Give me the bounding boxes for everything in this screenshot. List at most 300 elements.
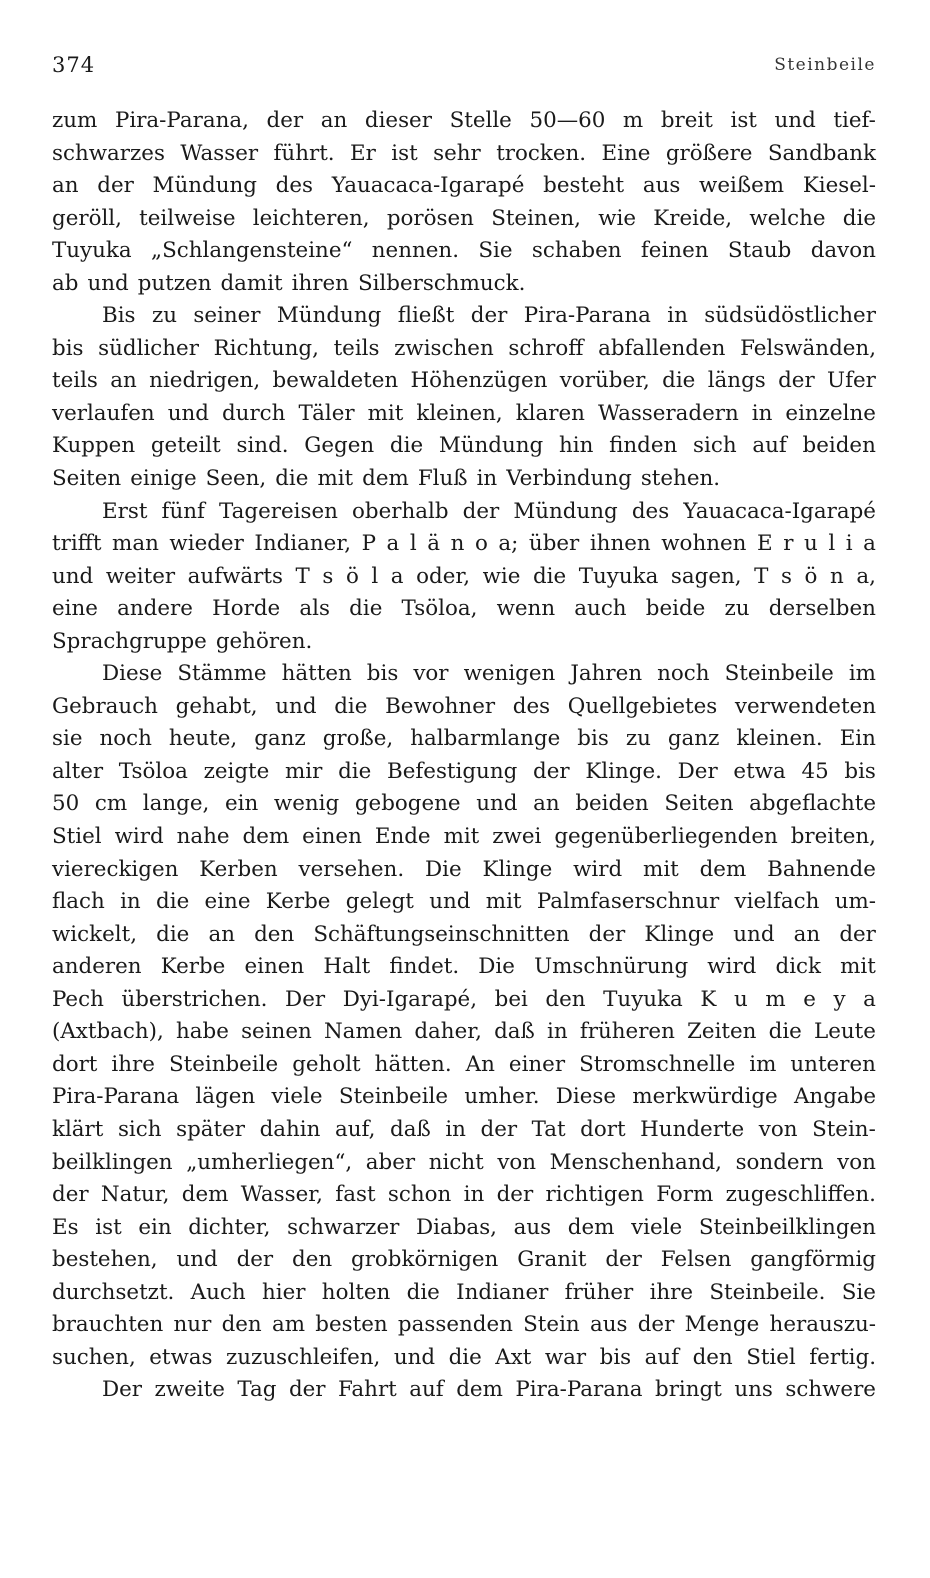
word: der [288,1377,326,1403]
word: südlicher [98,335,199,361]
word: noch [657,661,710,687]
word: trifft [52,531,102,557]
text-line [52,919,876,952]
word: Tagereisen [219,498,338,524]
word: ihre [649,1279,694,1305]
word: seiner [193,303,261,329]
word: auf [409,1377,444,1403]
word: nicht [428,1149,484,1175]
word: Die [424,856,462,882]
word: E [757,531,773,557]
word: Diabas, [416,1214,497,1240]
word: der [496,1182,534,1208]
word: Gebrauch [52,693,158,719]
word: Ufer [827,368,876,394]
word: Ein [839,726,876,752]
word: ein [224,791,259,817]
text-line [52,1179,876,1212]
word: die [532,563,567,589]
word: Granit [517,1247,587,1273]
word: längs [707,368,766,394]
word: den [545,986,586,1012]
word: der [778,368,815,394]
text-line [52,1244,876,1277]
word: „Schlangensteine“ [150,238,353,264]
word: Klinge [644,921,715,947]
word: Mündung [152,173,257,199]
word: der [839,921,876,947]
word: e [803,986,816,1012]
word: trocken. [496,140,587,166]
word: teils [52,368,98,394]
word: den [692,1344,733,1370]
word: Stämme [177,661,267,687]
word: ihren [291,270,349,296]
text-line [52,1147,876,1180]
word: fast [335,1182,376,1208]
word: sagen, [670,563,742,589]
word: Natur, [100,1182,170,1208]
word: Kerben [199,856,278,882]
word: a [863,986,876,1012]
word: dahin [259,1116,321,1142]
word: die [448,1344,482,1370]
word: Silberschmuck. [357,270,526,296]
word: verwendeten [734,693,876,719]
word: einzelne [785,400,876,426]
word: Erst [102,498,148,524]
word: Stromschnelle [579,1051,736,1077]
word: kleinen, [416,400,503,426]
word: Tsöloa [118,758,188,784]
word: wenigen [463,661,556,687]
word: eine [52,596,98,622]
text-line [52,1212,876,1245]
word: zuzuschleifen, [226,1344,381,1370]
word: Mündung [276,303,382,329]
word: Dyi-Igarapé, [342,986,478,1012]
word: die [768,1019,802,1045]
word: ist [391,140,418,166]
word: ganz [667,726,720,752]
word: damit [220,270,283,296]
word: Steinbeile [724,661,834,687]
text-line [52,626,876,659]
word: vorüber, [559,368,650,394]
word: Tat [531,1116,566,1142]
word: später [176,1116,245,1142]
body-text [52,105,876,1407]
word: schwarzes [52,140,165,166]
word: größere [665,140,753,166]
word: dort [52,1051,98,1077]
word: vor [413,661,449,687]
word: im [749,1051,777,1077]
word: und [167,400,209,426]
word: wird [707,954,757,980]
word: zum [52,108,98,133]
word: bringt [655,1377,722,1403]
word: feinen [640,238,709,264]
word: an [52,173,79,199]
word: „umherliegen“, [186,1149,353,1175]
word: m [622,108,644,133]
word: und [87,270,129,296]
word: mir [285,758,323,784]
word: zwei [492,824,542,850]
word: hier [261,1279,306,1305]
word: welche [749,205,826,231]
word: Höhenzügen [410,368,548,394]
word: schon [387,1182,452,1208]
word: der [605,1247,642,1273]
word: gegenüberliegenden [554,824,778,850]
text-line [52,1374,876,1407]
word: T [295,563,310,589]
word: mit [485,889,522,915]
word: ganz [254,726,306,752]
text-line [52,984,876,1017]
word: Yauacaca-Igarapé [331,173,525,199]
text-line [52,138,876,171]
word: noch [99,726,152,752]
text-line [52,1277,876,1310]
text-line [52,463,876,496]
word: wie [482,563,521,589]
word: Steinbeile [338,1084,449,1110]
word: auf [752,433,787,459]
word: Indianer, [254,531,351,557]
word: Kreide, [653,205,733,231]
word: Yauacaca-Igarapé [683,498,876,524]
word: besten [315,1312,388,1338]
word: Sandbank [767,140,876,166]
word: s [322,563,334,589]
word: i [845,531,853,557]
word: Umschnürung [534,954,689,980]
word: schwarzer [287,1214,400,1240]
text-line [52,496,876,529]
word: nur [173,1312,212,1338]
word: Stein- [812,1116,876,1142]
word: m [765,986,786,1012]
word: als [299,596,330,622]
word: geholt [292,1051,361,1077]
word: geröll, [52,205,122,231]
word: bis [844,758,876,784]
word: Auch [190,1279,246,1305]
word: früheren [579,1019,675,1045]
word: weiter [105,563,176,589]
word: viele [271,1084,323,1110]
word: an [208,921,235,947]
word: zu [724,596,750,622]
word: beiden [575,791,649,817]
word: alter [52,758,104,784]
text-line [52,788,876,821]
text-line [52,1016,876,1049]
text-line [52,268,876,301]
word: dick [775,954,821,980]
word: fließt [397,303,455,329]
word: aus [513,1214,552,1240]
word: zu [151,303,177,329]
word: Richtung, [213,335,319,361]
word: in [547,1019,568,1045]
word: und [275,693,317,719]
word: der [470,303,508,329]
word: der [588,921,626,947]
word: seinen [241,1019,312,1045]
word: Tsöloa, [401,596,478,622]
word: bis [599,1344,632,1370]
word: s [781,563,792,589]
word: Halt [323,954,371,980]
word: o [474,531,488,557]
text-line [52,203,876,236]
word: hätten. [374,1051,452,1077]
text-line [52,1309,876,1342]
word: und [476,791,518,817]
word: des [512,693,551,719]
word: Seiten [664,791,734,817]
word: oder, [416,563,471,589]
word: heute, [168,726,238,752]
word: überstrichen. [121,986,268,1012]
word: Tuyuka [578,563,659,589]
word: dieser [364,108,432,133]
word: den [254,921,295,947]
word: einer [508,1051,566,1077]
word: richtigen [545,1182,644,1208]
word: ab [52,270,79,296]
word: zweite [154,1377,225,1403]
word: cm [94,791,128,817]
word: sind. [236,433,289,459]
word: Befestigung [387,758,518,784]
word: Schäftungseinschnitten [313,921,570,947]
word: und [733,921,775,947]
word: teils [333,335,380,361]
word: ö [804,563,818,589]
word: finden [609,433,678,459]
word: Kiesel- [802,173,876,199]
word: an [533,791,560,817]
word: geteilt [150,433,221,459]
word: sich [117,1116,162,1142]
word: a [386,531,400,557]
word: Pira-Parana, [114,108,249,133]
word: schwere [785,1377,876,1403]
word: war [544,1344,587,1370]
word: Tuyuka [52,238,132,264]
word: der [52,1182,89,1208]
word: Es [52,1214,79,1240]
word: teilweise [139,205,236,231]
word: Hunderte [640,1116,745,1142]
word: einige [130,466,197,492]
word: y [833,986,846,1012]
word: Seiten [52,466,122,492]
word: bis [366,661,399,687]
word: auf, [334,1116,376,1142]
word: kleinen. [736,726,823,752]
word: an [793,921,821,947]
word: die [338,758,372,784]
word: daß [390,1116,431,1142]
word: Kuppen [52,433,136,459]
word: zeigte [203,758,270,784]
word: derselben [768,596,876,622]
word: Verbindung [506,466,632,492]
word: a [390,563,404,589]
word: des [631,498,670,524]
word: abfallenden [598,335,726,361]
word: auf [644,1344,680,1370]
word: Gegen [304,433,375,459]
word: Er [350,140,376,166]
word: Steinbeile [168,1051,279,1077]
word: Stiel [746,1344,796,1370]
word: der [97,173,134,199]
word: in [667,303,688,329]
word: a, [856,563,876,589]
word: Fahrt [338,1377,397,1403]
word: man [112,531,159,557]
word: 45 [801,758,829,784]
word: sehr [433,140,481,166]
text-line [52,658,876,691]
word: a; [498,531,519,557]
word: habe [176,1019,229,1045]
word: früher [564,1279,634,1305]
word: n [830,563,844,589]
word: ihnen [589,531,651,557]
word: wickelt, [52,921,137,947]
word: u [733,986,748,1012]
word: ihre [111,1051,155,1077]
word: am [271,1312,306,1338]
word: Palmfaserschnur [536,889,720,915]
word: einen [244,954,305,980]
word: und [774,108,816,133]
word: merkwürdige [632,1084,778,1110]
word: holten [321,1279,391,1305]
word: des [275,173,314,199]
word: der [480,1116,518,1142]
word: mit [367,400,404,426]
word: Diese [555,1084,617,1110]
word: porösen [386,205,474,231]
word: Pech [52,986,104,1012]
word: l [409,531,417,557]
word: davon [810,238,876,264]
word: durchsetzt. [52,1279,175,1305]
word: dem [242,824,290,850]
word: Jahren [570,661,643,687]
text-line [52,333,876,366]
word: mit [840,954,876,980]
word: große, [322,726,394,752]
word: oberhalb [352,498,449,524]
word: Täler [298,400,355,426]
word: in [476,466,498,492]
word: suchen, [52,1344,136,1370]
word: die [334,693,368,719]
word: Form [656,1182,714,1208]
word: ein [138,1214,172,1240]
word: wohnen [661,531,747,557]
word: wie [598,205,636,231]
word: klaren [515,400,585,426]
word: Tuyuka [603,986,683,1012]
word: beiden [802,433,876,459]
word: dichter, [188,1214,271,1240]
word: etwa [733,758,786,784]
word: (Axtbach), [52,1019,164,1045]
word: die [156,889,190,915]
word: die [349,596,383,622]
text-line [52,365,876,398]
word: umher. [464,1084,540,1110]
word: Felsen [660,1247,732,1273]
word: anderen [52,954,142,980]
word: gangförmig [750,1247,876,1273]
text-line [52,593,876,626]
page-header [52,53,876,83]
word: herauszu- [769,1312,876,1338]
word: hätten [281,661,352,687]
word: tief- [833,108,876,133]
word: P [361,531,376,557]
word: der [462,498,500,524]
word: lägen [195,1084,256,1110]
word: Staub [727,238,792,264]
word: und [176,1247,218,1273]
word: breiten, [790,824,876,850]
word: die [156,921,190,947]
word: versehen. [298,856,405,882]
word: Indianer [456,1279,549,1305]
word: zu [625,726,651,752]
word: verlaufen [52,400,155,426]
word: ist [95,1214,122,1240]
word: Wasseradern [597,400,739,426]
word: a [863,531,876,557]
word: Klinge. [585,758,662,784]
word: von [837,1149,876,1175]
word: wieder [169,531,244,557]
word: in [120,889,141,915]
word: gelegt [345,889,414,915]
word: aus [589,1312,628,1338]
word: u [803,531,818,557]
text-line [52,398,876,431]
word: Tag [237,1377,277,1403]
text-line [52,691,876,724]
word: Klinge [482,856,553,882]
text-line [52,430,876,463]
word: durch [221,400,286,426]
text-line [52,561,876,594]
word: bestehen, [52,1247,158,1273]
word: der [637,1312,675,1338]
word: Steinen, [491,205,581,231]
word: aufwärts [187,563,283,589]
word: schroff [508,335,584,361]
word: gehabt, [175,693,258,719]
word: Pira-Parana [52,1084,180,1110]
